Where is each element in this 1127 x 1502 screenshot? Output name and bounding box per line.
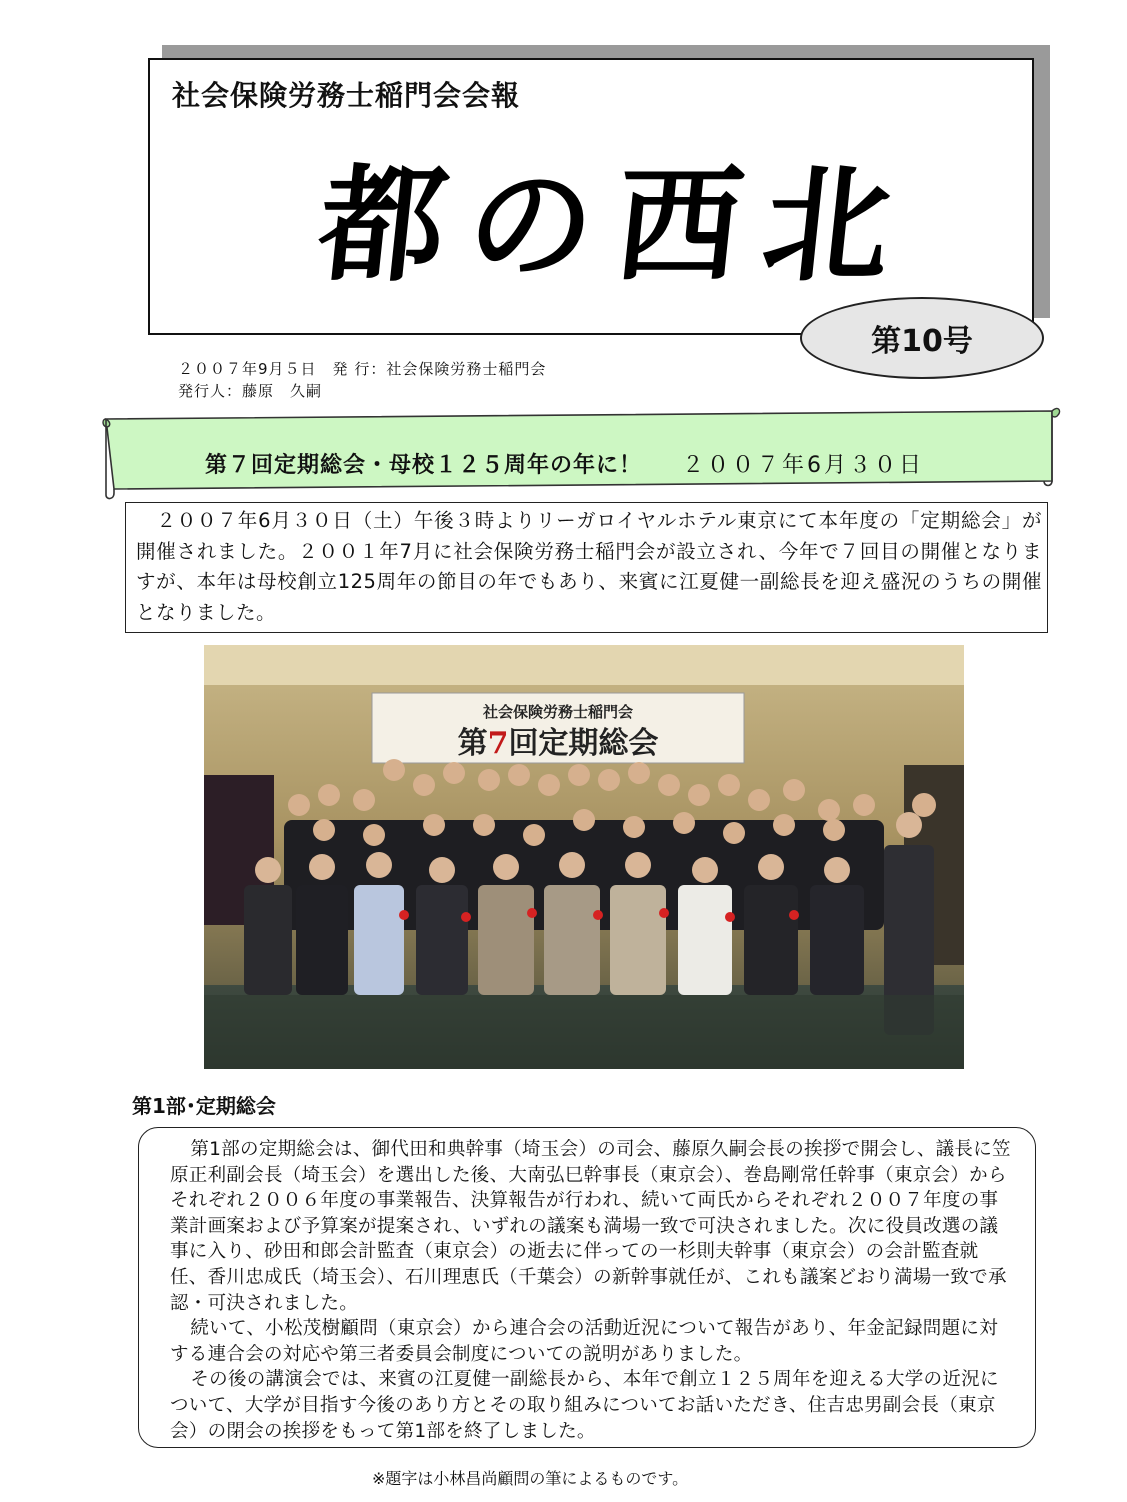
newsletter-name-calligraphy: 都の西北 [312,151,920,299]
issue-number-badge [800,297,1044,379]
group-photo [204,645,964,1069]
intro-text: ２００７年6月３０日（土）午後３時よりリーガロイヤルホテル東京にて本年度の「定期総会」が開催されました。２００１年7月に社会保険労務士稲門会が設立され、今年で７回目の開催となりますが、本年は母校創立125周年の節目の年でもあり、来賓に江夏健一副総長を迎え盛況のうちの開催となりました。 [136,509,1042,624]
photo-banner-line2: 第7回定期総会 [457,726,659,761]
body-paragraph: 続いて、小松茂樹顧問（東京会）から連合会の活動近況について報告があり、年金記録問題に対する連合会の対応や第三者委員会制度についての説明がありました。 [170,1318,999,1365]
banner-date: ２００７年6月３０日 [682,453,925,478]
publisher-person: 発行人：藤原 久嗣 [178,382,323,400]
organization-title: 社会保険労務士稲門会会報 [172,79,521,112]
footer-note: ※題字は小林昌尚顧問の筆によるものです。 [372,1469,689,1488]
banner-headline [205,448,1045,479]
body-paragraph: 第1部の定期総会は、御代田和典幹事（埼玉会）の司会、藤原久嗣会長の挨拶で開会し、議長に笠原正利副会長（埼玉会）を選出した後、大南弘巳幹事長（東京会）、巻島剛常任幹事（東京会）からそれぞれ２００６年度の事業報告、決算報告が行われ、続いて両氏からそれぞれ２００７年度の事業計画案および予算案が提案され、いずれの議案も満場一致で可決されました。次に役員改選の議事に入り、砂田和郎会計監査（東京会）の逝去に伴っての一杉則夫幹事（東京会）の会計監査就任、香川忠成氏（埼玉会）、石川理恵氏（千葉会）の新幹事就任が、これも議案どおり満場一致で承認・可決されました。 [170,1139,1011,1314]
photo-banner-line1: 社会保険労務士稲門会 [482,703,634,721]
banner-title-text: 第７回定期総会・母校１２５周年の年に！ [205,453,643,478]
body-paragraph: その後の講演会では、来賓の江夏健一副総長から、本年で創立１２５周年を迎える大学の近況について、大学が目指す今後のあり方とその取り組みについてお話いただき、住吉忠男副会長（東京会）の閉会の挨拶をもって第1部を終了しました。 [170,1369,999,1442]
issue-number: 第10号 [871,324,973,359]
section-heading: 第1部･定期総会 [132,1094,276,1118]
section-body-text [170,1137,1012,1444]
publication-date-publisher: ２００７年9月５日 発 行：社会保険労務士稲門会 [178,360,547,378]
